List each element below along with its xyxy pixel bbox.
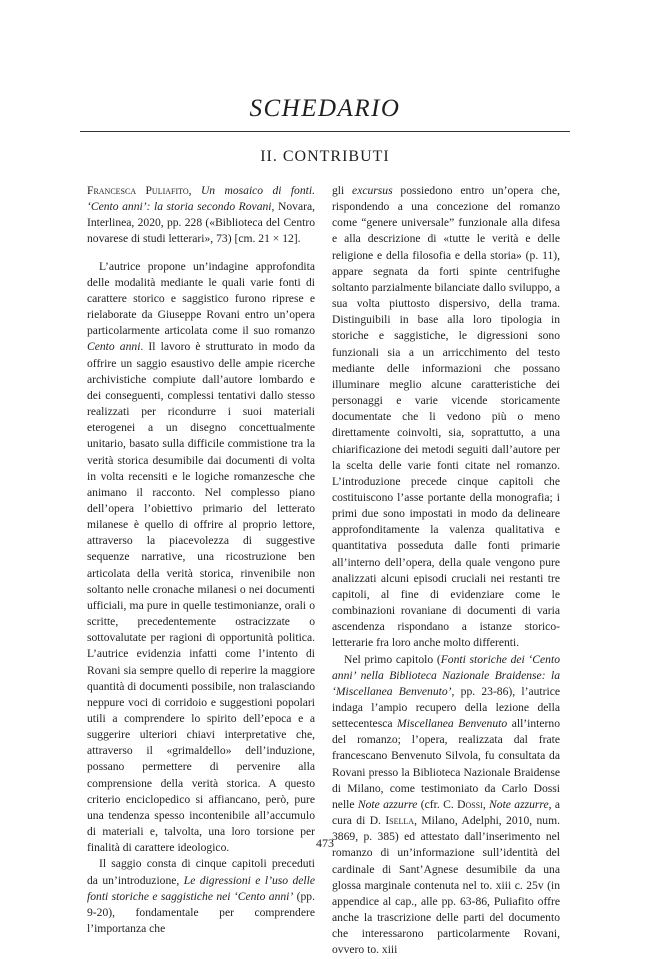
paragraph [87,856,315,937]
header-rule [80,131,570,132]
cited-author: D. Isella [369,814,415,828]
work-title: Note azzurre [489,797,549,811]
work-title: Miscellanea Benvenuto [397,717,508,731]
review-book-title: Un mosaico di fonti. ‘Cento anni’: la storia secondo Rovani [87,184,315,214]
paragraph [332,183,560,652]
work-title: Cento anni [87,340,141,354]
text-run: , pp. 23-86), l’autrice indaga l’ampio recupero della lezione della settecentesca [332,684,560,731]
text-run: Il saggio consta di cinque capitoli preceduti da un’introduzione, [87,857,315,887]
text-run: possiedono entro un’opera che, rispondendo a una concezione del romanzo come “genere universale” funzionale alla difesa e alla descrizione di «tutte le verità e delle religione e della filosofia e della storia» (p. 11), appare segnata da forti spinte centrifughe soltanto parzialmente bilanciate dallo sviluppo, a sua volta piuttosto dispersivo, della trama. Distinguibili in base alla loro tipologia in storiche e saggistiche, le digressioni sono funzionali sia a un arricchimento del testo mediante delle informazioni che possano illuminare meglio alcune caratteristiche dei personaggi e varie vicende storicamente documentate che li vedono più o meno direttamente coinvolti, sia, soprattutto, a una chiarificazione dei metodi seguiti dall’autore per la scelta delle varie fonti citate nel romanzo. L’introduzione precede cinque capitoli che costituiscono l’asse portante della monografia; i primi due sono impostati in modo da delineare approfonditamente la valenza qualitativa e quantitativa posseduta dalle fonti primarie all’interno dell’opera, della quale vengono pure analizzati alcuni episodi cruciali nei restanti tre capitoli, al fine di evidenziare come le combinazioni rovaniane di documenti di varia ascendenza rispondano a istanze storico-letterarie fra loro anche molto differenti. [332,184,561,650]
text-run: Nel primo capitolo ( [344,652,441,666]
review-author: Francesca Puliafito [87,184,189,197]
bibliographic-reference: Francesca Puliafito, Un mosaico di fonti. ‘Cento anni’: la storia secondo Rovani, Novara, Interlinea, 2020, pp. 228 («Biblioteca del Centro novarese di studi letterari», 73) [cm. 21 × 12]. [87,184,315,246]
paragraph [87,259,315,857]
text-run: , [482,797,490,811]
page-number: 473 [316,836,334,850]
text-run: (cfr. [417,797,444,811]
text-run: , a cura di [332,797,561,828]
text-run: . Il lavoro è strutturato in modo da offrire un saggio esaustivo delle ampie ricerche archivistiche compiute dall’autore lombardo e dei conseguenti, complessi tentativi dallo stesso realizzati per ricondurre i suoi materiali eterogenei a un disegno concettualmente unitario, basato sulla difficile commistione tra la verità storica desumibile dai documenti di volta in volta recensiti e le logiche romanzesche che animano il racconto. Nel complesso piano dell’opera l’obiettivo primario del letterato milanese è quello di offrire al proprio lettore, attraverso la piacevolezza di suggestive sequenze narrative, una ricostruzione ben articolata della verità storica, rinvenibile non soltanto nelle cronache milanesi o nei documenti ufficiali, ma pure in quelle testimonianze, orali o scritte, precedentemente ostracizzate o sottovalutate per ragioni di opportunità politica. L’autrice evidenzia infatti come l’intento di Rovani sia sempre quello di reperire la maggiore quantità di documenti possibile, non tralasciando neppure voci di corridoio e suggestioni popolari utili a comprendere lo spirito dell’epoca e a suggerire ulteriori chiavi interpretative che, attraverso il «grimaldello» dell’induzione, possano permettere di pervenire alla comprensione della verità storica. A questo criterio enciclopedico si affiancano, però, pure una tendenza spesso incontenibile all’accumulo di materiali e, talvolta, una loro torsione per finalità di carattere ideologico. [87,340,315,855]
work-title: Note azzurre [357,797,418,811]
text-run: all’interno del romanzo; l’opera, realizzata dal frate francescano Benvenuto Silvola, fu consultata da Rovani presso la Biblioteca Nazionale Braidense di Milano, come testimoniato da Carlo Dossi nelle [332,717,560,811]
cited-author: C. Dossi [443,797,483,811]
latin-term: excursus [352,184,393,197]
review-publication: , Novara, Interlinea, 2020, pp. 228 («Biblioteca del Centro novarese di studi letterari», 73) [cm. 21 × 12]. [87,200,315,246]
left-column [87,183,315,937]
subsection-title: II. CONTRIBUTI [260,148,390,165]
text-run: (pp. 9-20), fondamentale per comprendere l’importanza che [87,889,315,936]
section-title: SCHEDARIO [249,95,401,122]
chapter-title: Le digressioni e l’uso delle fonti storiche e saggistiche nei ‘Cento anni’ [87,873,315,903]
text-run: , Milano, Adelphi, 2010, num. 3869, p. 385) ed attestato dall’inserimento nel romanzo di un’informazione sull’identità del cardinale di Sant’Agnese desumibile da una glossa marginale contenuta nel to. xiii c. 25v (in appendice al cap., alle pp. 63-86, Puliafito offre anche la trascrizione delle parti del documento che interessarono particolarmente Rovani, ovvero to. xiii [332,814,561,957]
text-run: L’autrice propone un’indagine approfondita delle modalità mediante le quali varie fonti di carattere storico e saggistico furono riprese e rielaborate da Giuseppe Rovani entro un’opera particolarmente articolata come il suo romanzo [87,259,315,338]
chapter-title: Fonti storiche dei ‘Cento anni’ nella Biblioteca Nazionale Braidense: la ‘Miscellanea Benvenuto’ [332,652,560,698]
text-run: gli [332,184,353,197]
paragraph [332,652,560,959]
